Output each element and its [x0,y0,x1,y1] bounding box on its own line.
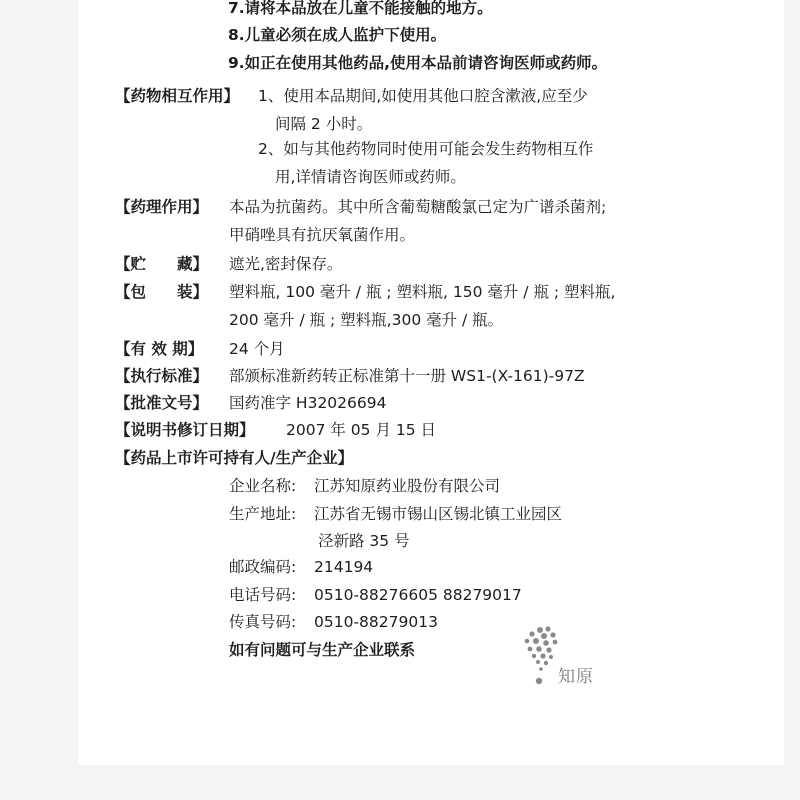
revision-value: 2007 年 05 月 15 日 [286,421,437,439]
logo-text: 知原 [558,667,594,687]
postcode-label: 邮政编码: [229,558,297,576]
storage-label: 【贮 藏】 [115,255,209,273]
fax-label: 传真号码: [229,613,297,631]
phone-label: 电话号码: [229,586,297,604]
holder-label: 【药品上市许可持有人/生产企业】 [115,449,354,467]
validity-label: 【有 效 期】 [115,340,204,358]
standard-value: 部颁标准新药转正标准第十一册 WS1-(X-161)-97Z [229,367,585,385]
address-line-2: 泾新路 35 号 [318,532,410,550]
note-9: 9.如正在使用其他药品,使用本品前请咨询医师或药师。 [228,54,608,72]
address-line-1: 江苏省无锡市锡山区锡北镇工业园区 [314,505,563,523]
packaging-label: 【包 装】 [115,283,209,301]
packaging-line-2: 200 毫升 / 瓶 ; 塑料瓶,300 毫升 / 瓶。 [229,311,504,329]
pharmacology-label: 【药理作用】 [115,198,209,216]
packaging-line-1: 塑料瓶, 100 毫升 / 瓶 ; 塑料瓶, 150 毫升 / 瓶 ; 塑料瓶, [229,283,616,301]
storage-value: 遮光,密封保存。 [229,255,343,273]
pharmacology-line-2: 甲硝唑具有抗厌氧菌作用。 [229,226,416,244]
interaction-line-4: 用,详情请咨询医师或药师。 [275,168,466,186]
approval-value: 国药准字 H32026694 [229,394,387,412]
phone-value: 0510-88276605 88279017 [314,586,522,604]
contact-note: 如有问题可与生产企业联系 [229,641,416,659]
company-value: 江苏知原药业股份有限公司 [314,477,501,495]
postcode-value: 214194 [314,558,374,576]
validity-value: 24 个月 [229,340,285,358]
approval-label: 【批准文号】 [115,394,209,412]
standard-label: 【执行标准】 [115,367,209,385]
interaction-line-1: 1、使用本品期间,如使用其他口腔含漱液,应至少 [258,87,588,105]
pharmacology-line-1: 本品为抗菌药。其中所含葡萄糖酸氯己定为广谱杀菌剂; [229,198,607,216]
company-label: 企业名称: [229,477,297,495]
interaction-label: 【药物相互作用】 [115,87,240,105]
revision-label: 【说明书修订日期】 [115,421,255,439]
interaction-line-2: 间隔 2 小时。 [275,115,373,133]
note-8: 8.儿童必须在成人监护下使用。 [228,26,447,44]
note-7: 7.请将本品放在儿童不能接触的地方。 [228,0,493,17]
fax-value: 0510-88279013 [314,613,438,631]
interaction-line-3: 2、如与其他药物同时使用可能会发生药物相互作 [258,140,594,158]
address-label: 生产地址: [229,505,297,523]
